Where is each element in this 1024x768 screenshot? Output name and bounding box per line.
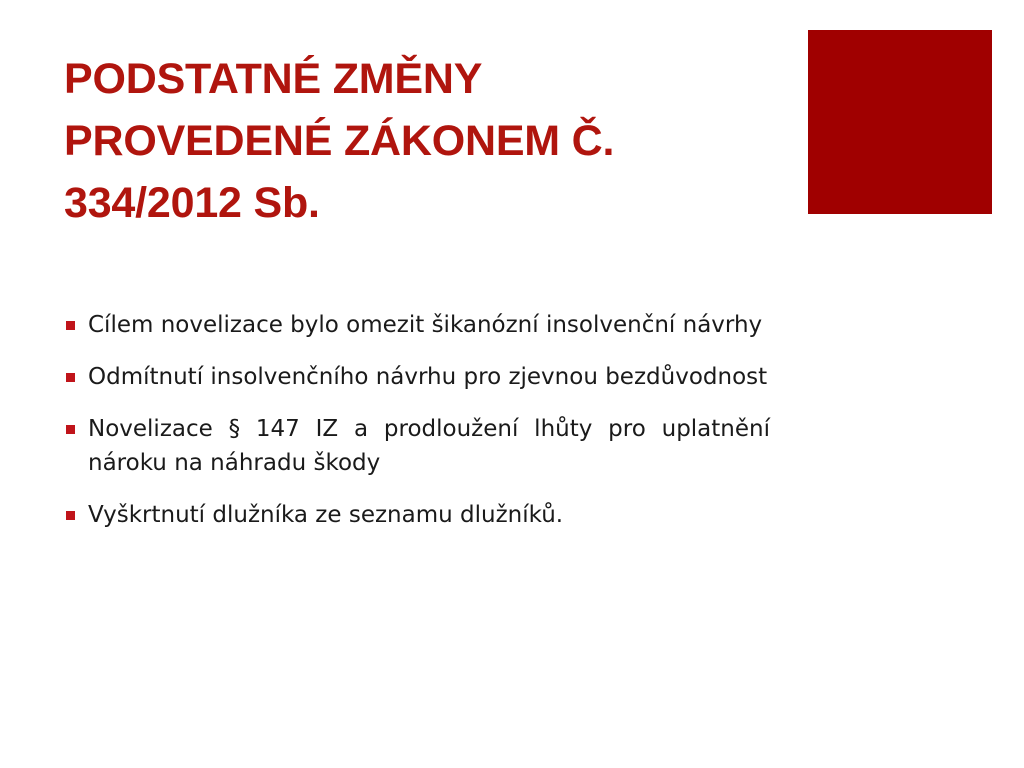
slide-title (64, 48, 764, 234)
bullet-list (64, 308, 770, 550)
bullet-item (64, 308, 770, 342)
bullet-text: Cílem novelizace bylo omezit šikanózní insolvenční návrhy (88, 312, 763, 338)
square-bullet-icon (66, 511, 75, 520)
bullet-text: Novelizace § 147 IZ a prodloužení lhůty pro uplatnění nároku na náhradu škody (88, 416, 770, 476)
bullet-text: Vyškrtnutí dlužníka ze seznamu dlužníků. (88, 502, 564, 528)
bullet-text: Odmítnutí insolvenčního návrhu pro zjevnou bezdůvodnost (88, 364, 768, 390)
bullet-item (64, 498, 770, 532)
square-bullet-icon (66, 425, 75, 434)
square-bullet-icon (66, 321, 75, 330)
bullet-item (64, 412, 770, 480)
decorative-red-square (808, 30, 992, 214)
square-bullet-icon (66, 373, 75, 382)
title-line: PROVEDENÉ ZÁKONEM Č. (64, 117, 615, 165)
title-line: 334/2012 Sb. (64, 179, 320, 227)
bullet-item (64, 360, 770, 394)
title-line: PODSTATNÉ ZMĚNY (64, 55, 483, 103)
